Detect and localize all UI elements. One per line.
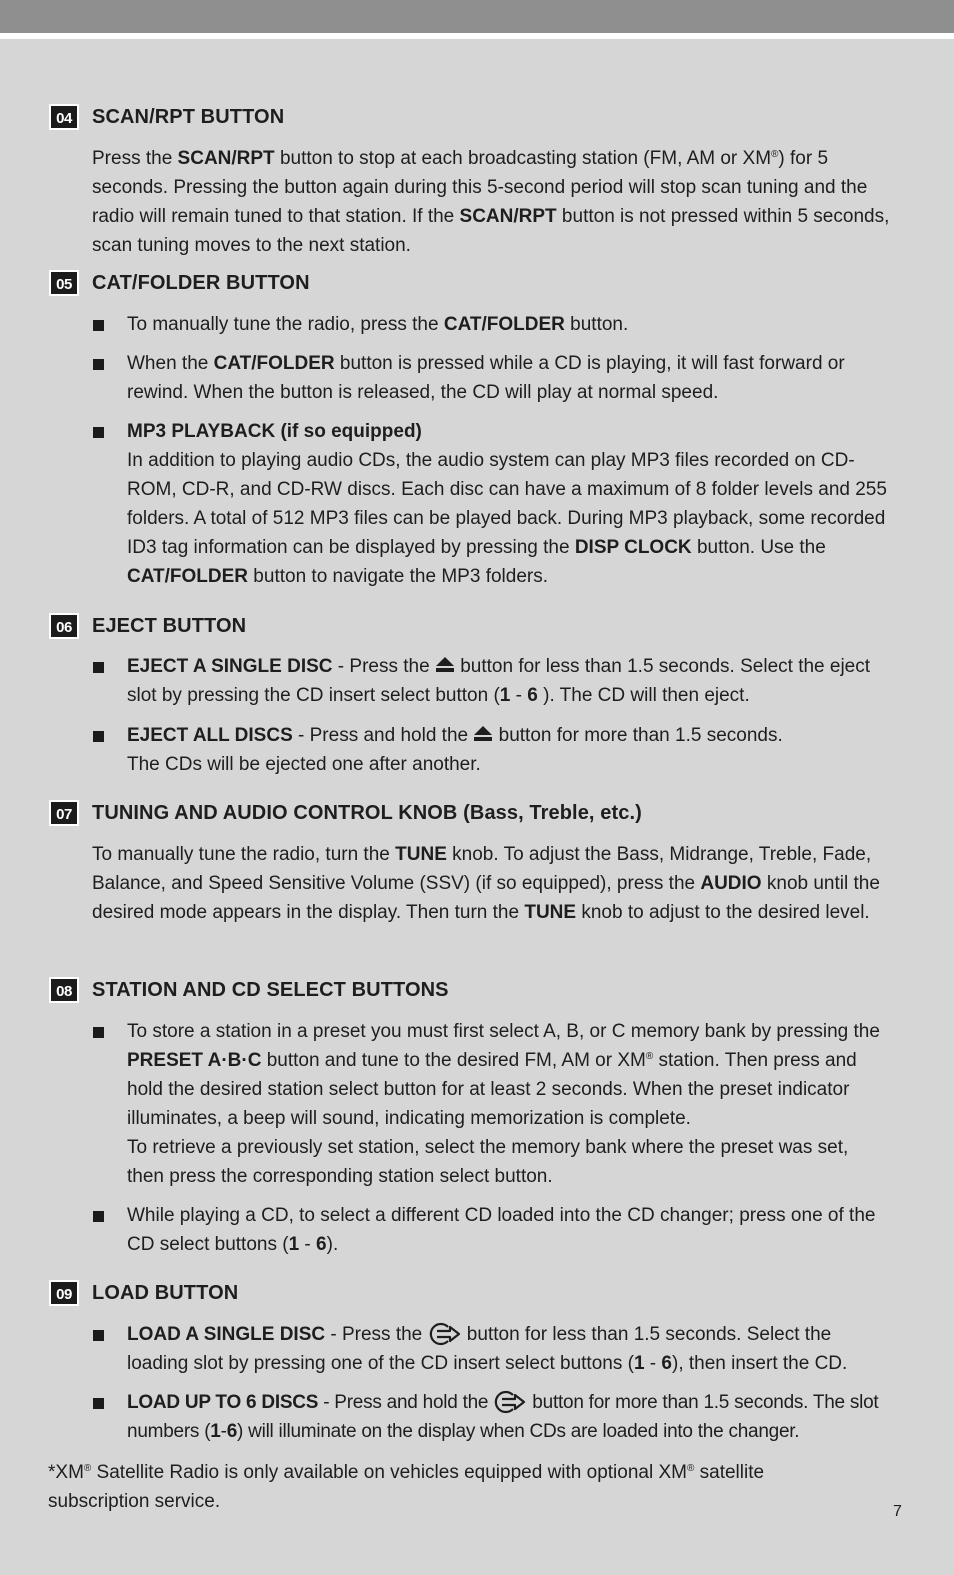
section-title: SCAN/RPT BUTTON bbox=[92, 105, 285, 128]
bullet-icon bbox=[93, 1398, 104, 1409]
section-04-body: Press the SCAN/RPT button to stop at each broadcasting station (FM, AM or XM®) for 5 seconds. Pressing the button again during this 5-second period will stop scan tuning and the radio will remain tuned to that station. If the SCAN/RPT button is not pressed within 5 seconds, scan tuning moves to the next station. bbox=[92, 148, 890, 256]
section-04-heading bbox=[49, 104, 284, 130]
load-icon bbox=[428, 1322, 462, 1346]
header-bar bbox=[0, 0, 954, 33]
section-07-heading bbox=[49, 800, 642, 826]
section-09-heading bbox=[49, 1280, 238, 1306]
bullet-icon bbox=[93, 1330, 104, 1341]
load-icon bbox=[493, 1390, 527, 1414]
bullet-icon bbox=[93, 427, 104, 438]
section-number: 04 bbox=[49, 104, 79, 130]
bullet-icon bbox=[93, 320, 104, 331]
section-07-body: To manually tune the radio, turn the TUNE knob. To adjust the Bass, Midrange, Treble, Fade, Balance, and Speed Sensitive Volume (SSV) (if so equipped), press the AUDIO knob until the desired mode appears in the display. Then turn the TUNE knob to adjust to the desired level. bbox=[92, 844, 880, 923]
section-title: STATION AND CD SELECT BUTTONS bbox=[92, 978, 449, 1001]
item-heading: MP3 PLAYBACK (if so equipped) bbox=[127, 421, 422, 442]
bullet-icon bbox=[93, 731, 104, 742]
section-title: LOAD BUTTON bbox=[92, 1281, 239, 1304]
section-number: 08 bbox=[49, 977, 79, 1003]
eject-icon bbox=[435, 656, 455, 673]
footnote: *XM® Satellite Radio is only available on vehicles equipped with optional XM® satellite subscription service. bbox=[48, 1462, 765, 1512]
section-08-heading bbox=[49, 977, 449, 1003]
bullet-icon bbox=[93, 1211, 104, 1222]
section-title: EJECT BUTTON bbox=[92, 614, 247, 637]
section-number: 07 bbox=[49, 800, 79, 826]
section-number: 05 bbox=[49, 270, 79, 296]
section-06-heading bbox=[49, 613, 246, 639]
section-05-heading bbox=[49, 270, 310, 296]
bullet-icon bbox=[93, 662, 104, 673]
eject-icon bbox=[473, 725, 493, 742]
bullet-icon bbox=[93, 1027, 104, 1038]
section-title: CAT/FOLDER BUTTON bbox=[92, 271, 310, 294]
section-number: 09 bbox=[49, 1280, 79, 1306]
page-number: 7 bbox=[893, 1503, 902, 1520]
header-divider bbox=[0, 33, 954, 39]
section-title: TUNING AND AUDIO CONTROL KNOB (Bass, Treble, etc.) bbox=[92, 801, 642, 824]
section-number: 06 bbox=[49, 613, 79, 639]
bullet-icon bbox=[93, 359, 104, 370]
